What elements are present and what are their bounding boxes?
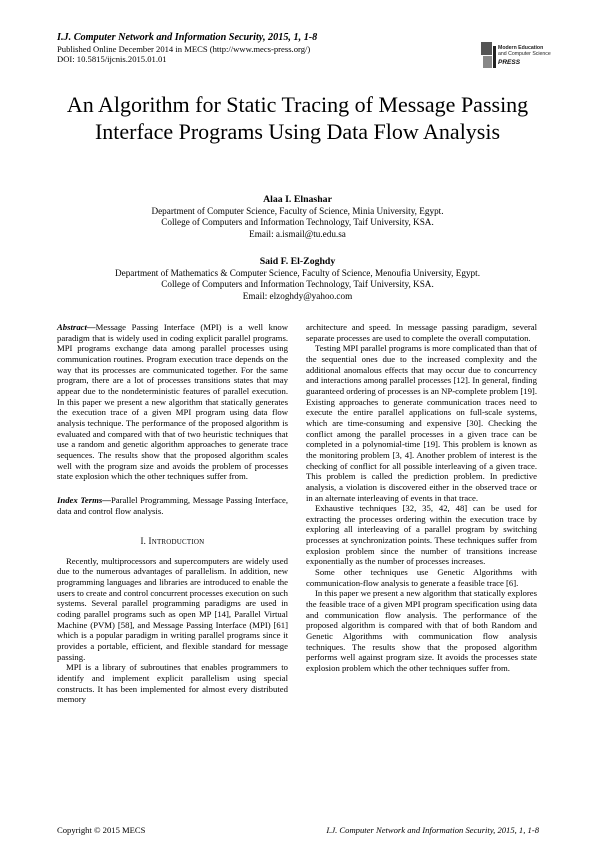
author-email: Email: a.ismail@tu.edu.sa: [249, 228, 346, 239]
journal-citation: I.J. Computer Network and Information Security, 2015, 1, 1-8: [57, 32, 318, 43]
mecs-logo: [480, 40, 551, 72]
abstract-label: Abstract—: [57, 322, 96, 332]
author-block-1: [60, 194, 535, 240]
footer-journal: I.J. Computer Network and Information Security, 2015, 1, 1-8: [326, 825, 539, 835]
abstract-text: Message Passing Interface (MPI) is a well know paradigm that is widely used in coding explicit parallel programs. MPI programs exchange data among parallel processes using communication routines. Program execution trace depends on the way that its processes are communicated together. For the same program, there are a lot of processes transitions states that may appear due to the nondeterministic features of parallel execution. In this paper we present a new algorithm that statically generates the execution trace of a given MPI program using data flow analysis technique. The performance of the proposed algorithm is evaluated and compared with that of two heuristic techniques that use a random and genetic algorithm approaches to generate trace sequences. The results show that the proposed algorithm scales well with the program size and avoids the problem of processes state explosion which the other techniques suffer from.: [57, 322, 288, 482]
footer-copyright: Copyright © 2015 MECS: [57, 825, 146, 835]
index-terms-label: Index Terms—: [57, 494, 111, 505]
logo-line-2: and Computer Science: [498, 51, 551, 57]
right-column: [306, 322, 537, 674]
author-affiliation: College of Computers and Information Technology, Taif University, KSA.: [161, 279, 434, 290]
author-affiliation: College of Computers and Information Technology, Taif University, KSA.: [161, 217, 434, 228]
section-heading: I. INTRODUCTION: [140, 536, 205, 547]
abstract: [57, 322, 288, 482]
journal-header: [57, 32, 437, 65]
paragraph: Testing MPI parallel programs is more complicated than that of the sequential ones due to the increased complexity and the additional anomalous effects that may occur due to concurrency and interactions among parallel processes [12]. In general, finding guaranteed ordering of processes is an NP-complete problem [19]. Existing approaches to generate communication traces need to execute the entire parallel applications on full-scale systems, which are time-consuming and expensive [30]. Checking the conflict among the parallel processes in a given trace can be completed in a polynomial-time [19]. This problem is known as the monitoring problem [3, 4]. Another problem of interest is the checking of conflict for all possible interleaving of a given trace. This problem is called the prediction problem. In predictive analysis, a violation is discovered either in the observed trace or in an alternate interleaving of events in that trace.: [306, 343, 537, 503]
left-column: [57, 322, 288, 705]
publication-info: Published Online December 2014 in MECS (http://www.mecs-press.org/): [57, 44, 311, 54]
index-terms-text: Parallel Programming, Message Passing Interface, data and control flow analysis.: [57, 494, 288, 516]
author-name: Alaa I. Elnashar: [263, 194, 332, 205]
doi: DOI: 10.5815/ijcnis.2015.01.01: [57, 54, 167, 65]
author-block-2: [60, 256, 535, 302]
logo-line-3: PRESS: [498, 59, 521, 66]
paragraph: Exhaustive techniques [32, 35, 42, 48] can be used for extracting the processes ordering within the execution trace by exploring all interleaving of a parallel program by switching processes at synchronization points. These techniques suffer from explosion problem since the number of transitions increase exponentially as the number of processes increases.: [306, 503, 537, 567]
paper-title: An Algorithm for Static Tracing of Message Passing Interface Programs Using Data Flow Analysis: [66, 92, 529, 144]
paragraph: Recently, multiprocessors and supercomputers are widely used due to the numerous advantages of parallelism. In addition, new programming languages and libraries are introduced to enable the users to create and control concurrent processes execution on such systems. Several parallel programming paradigms are used in coding parallel programs such as open MP [14], Parallel Virtual Machine (PVM) [58], and Message Passing Interface (MPI) [61] which is a popular paradigm in writing parallel programs since it provides a portable, efficient, and flexible standard for message passing.: [57, 555, 288, 662]
paragraph: MPI is a library of subroutines that enables programmers to identify and implement explicit parallelism using special constructs. It has been implemented for almost every distributed memory: [57, 662, 288, 705]
index-terms: [57, 495, 288, 516]
author-affiliation: Department of Computer Science, Faculty of Science, Minia University, Egypt.: [151, 205, 444, 216]
author-affiliation: Department of Mathematics & Computer Science, Faculty of Science, Menoufia University, Egypt.: [114, 267, 481, 278]
author-email: Email: elzoghdy@yahoo.com: [242, 290, 353, 301]
paragraph: architecture and speed. In message passing paradigm, several separate processes are used to complete the overall computation.: [306, 322, 537, 343]
logo-line-1: Modern Education: [498, 45, 544, 51]
paragraph: In this paper we present a new algorithm that statically explores the feasible trace of a given MPI program specification using data and communication flow analysis. The performance of the proposed algorithm is compared with that of both Random and Genetic Algorithms with communication flow analysis techniques. The results show that the proposed algorithm performs well against program size. It avoids the processes state explosion problem which the other techniques suffer from.: [306, 588, 537, 673]
author-name: Said F. El-Zoghdy: [259, 256, 336, 267]
paragraph: Some other techniques use Genetic Algorithms with communication-flow analysis to generate a feasible trace [6].: [306, 567, 537, 588]
